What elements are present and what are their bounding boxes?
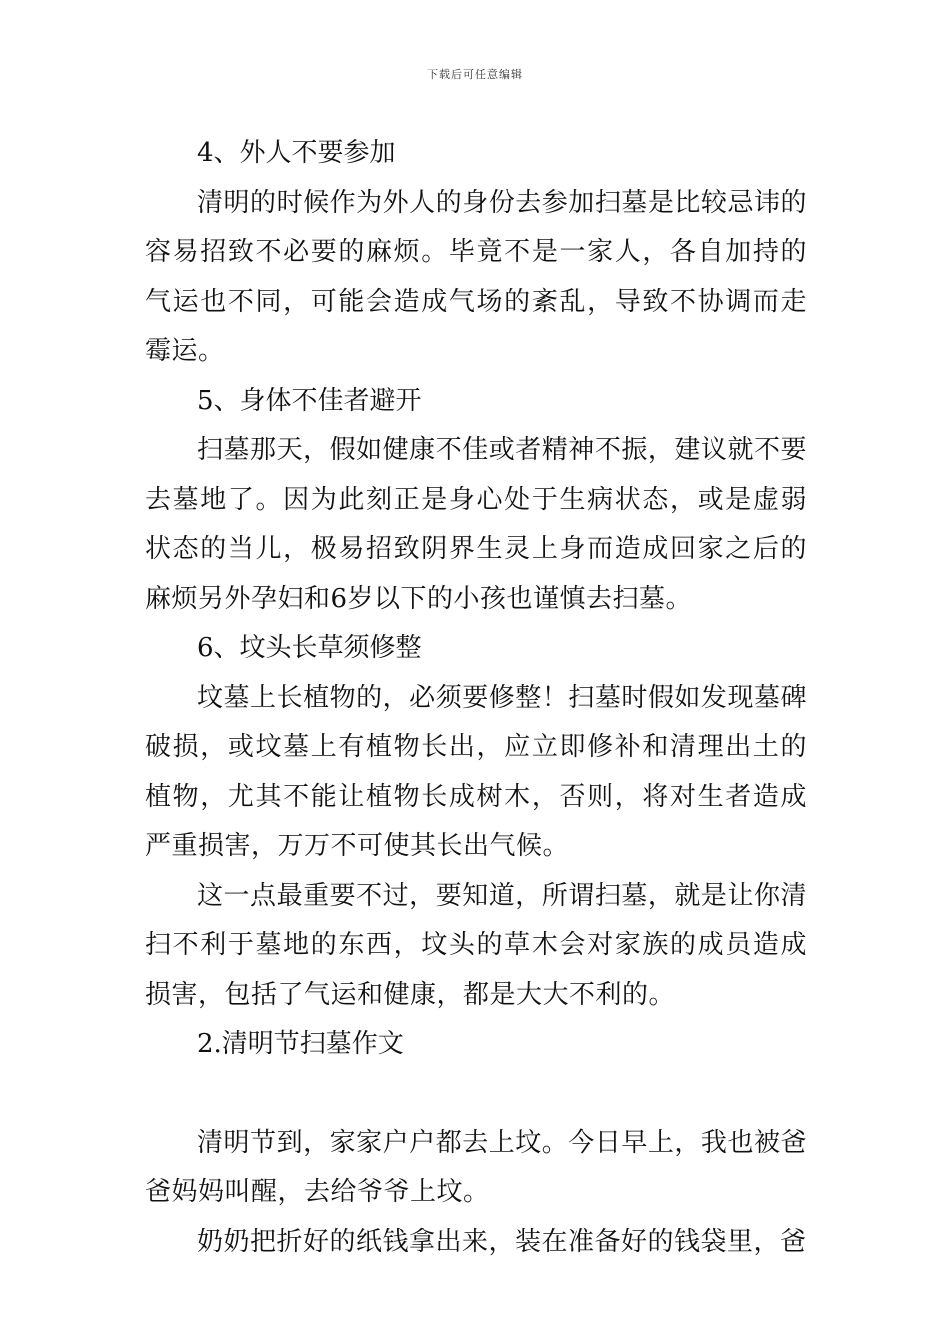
document-body — [145, 129, 807, 1267]
essay-heading: 2.清明节扫墓作文 — [197, 1029, 404, 1059]
essay-paragraph-1: 清明节到，家家户户都去上坟。今日早上，我也被爸爸妈妈叫醒，去给爷爷上坟。 — [145, 1127, 807, 1207]
paragraph-6a: 坟墓上长植物的，必须要修整！扫墓时假如发现墓碑破损，或坟墓上有植物长出，应立即修补和清理出土的植物，尤其不能让植物长成树木，否则，将对生者造成严重损害，万万不可使其长出气候。 — [145, 682, 807, 861]
section-heading-4: 4、外人不要参加 — [197, 138, 396, 168]
section-heading-6: 6、坟头长草须修整 — [197, 633, 422, 663]
blank-gap — [145, 1070, 807, 1119]
essay-paragraph-2: 奶奶把折好的纸钱拿出来，装在准备好的钱袋里，爸 — [197, 1226, 807, 1257]
header-note: 下载后可任意编辑 — [427, 68, 523, 81]
paragraph-6b: 这一点最重要不过，要知道，所谓扫墓，就是让你清扫不利于墓地的东西，坟头的草木会对家族的成员造成损害，包括了气运和健康，都是大大不利的。 — [145, 880, 807, 1010]
paragraph-5: 扫墓那天，假如健康不佳或者精神不振，建议就不要去墓地了。因为此刻正是身心处于生病状态，或是虚弱状态的当儿，极易招致阴界生灵上身而造成回家之后的麻烦另外孕妇和6岁以下的小孩也谨慎去扫墓。 — [145, 435, 807, 614]
paragraph-4: 清明的时候作为外人的身份去参加扫墓是比较忌讳的容易招致不必要的麻烦。毕竟不是一家人，各自加持的气运也不同，可能会造成气场的紊乱，导致不协调而走霉运。 — [145, 187, 807, 366]
section-heading-5: 5、身体不佳者避开 — [197, 385, 422, 416]
